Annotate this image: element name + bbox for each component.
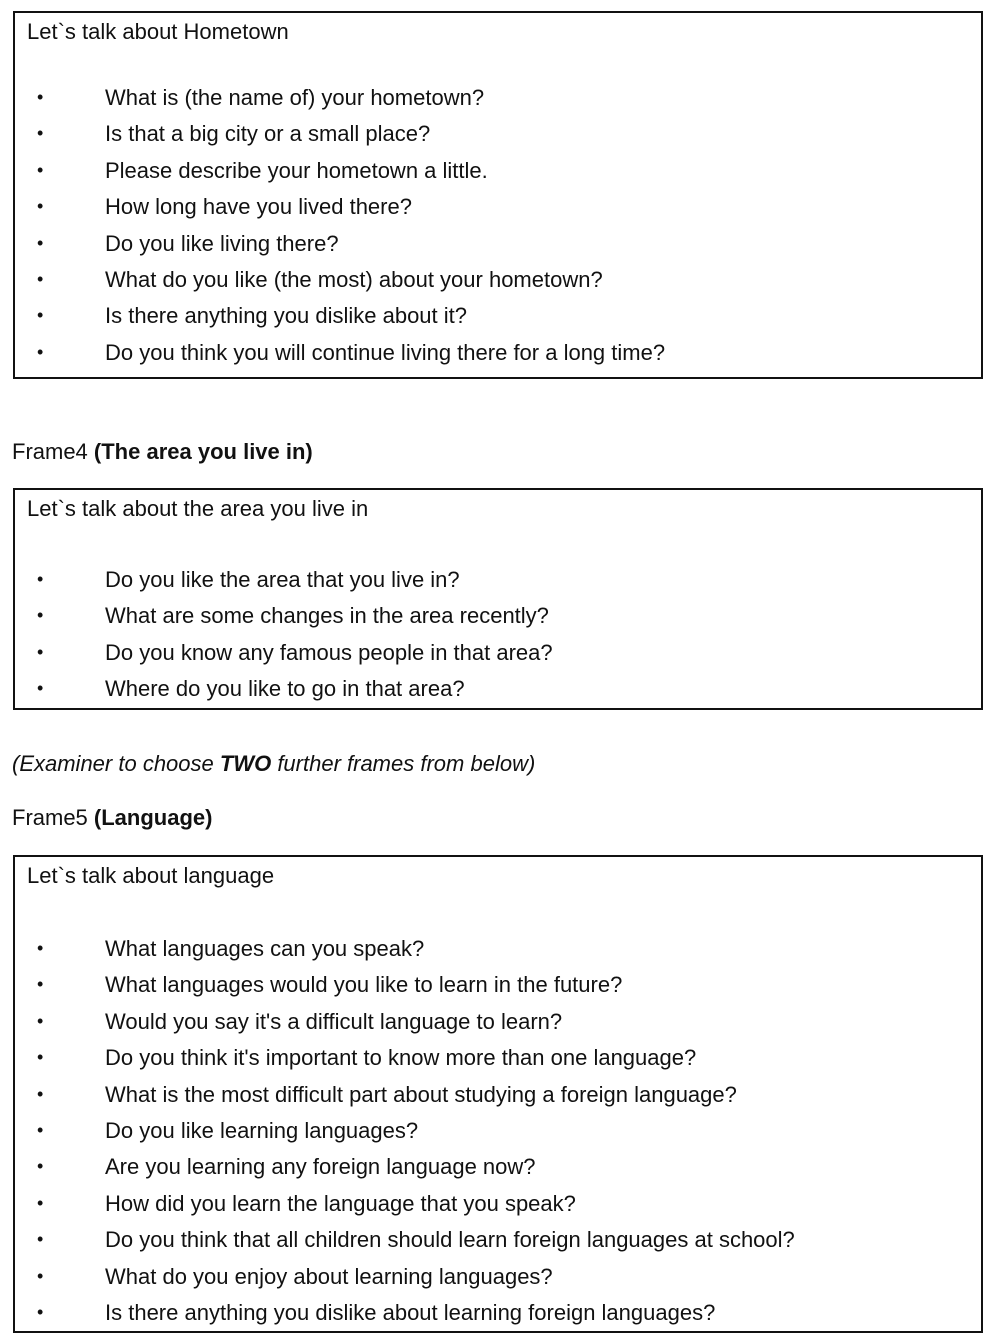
question-text: Do you think that all children should learn foreign languages at school?: [105, 1227, 795, 1253]
question-text: Do you like living there?: [105, 230, 339, 256]
question-text: Do you think you will continue living there for a long time?: [105, 339, 666, 365]
frame4-title: Let`s talk about the area you live in: [27, 496, 369, 521]
question-item: [15, 1004, 981, 1040]
question-text: Where do you like to go in that area?: [105, 676, 465, 702]
bullet-icon: •: [37, 232, 44, 253]
hometown-frame-box: [13, 11, 983, 379]
bullet-icon: •: [37, 1010, 44, 1031]
question-item: [15, 335, 981, 371]
question-item: [15, 1040, 981, 1076]
frame5-box: [13, 855, 983, 1333]
frame5-question-list: [15, 931, 981, 1331]
instruction-after: further frames from below): [271, 751, 536, 776]
question-item: [15, 80, 981, 116]
question-item: [15, 1113, 981, 1149]
question-item: [15, 562, 981, 598]
hometown-question-list: [15, 80, 981, 371]
bullet-icon: •: [37, 974, 44, 995]
bullet-icon: •: [37, 1156, 44, 1177]
frame4-topic: (The area you live in): [93, 439, 313, 464]
frame5-topic: (Language): [93, 805, 213, 830]
bullet-icon: •: [37, 159, 44, 180]
question-text: What languages can you speak?: [105, 936, 425, 961]
bullet-icon: •: [37, 1301, 44, 1322]
question-item: [15, 1077, 981, 1113]
instruction-emphasis: TWO: [219, 751, 272, 776]
question-text: Do you like the area that you live in?: [105, 567, 460, 592]
bullet-icon: •: [37, 305, 44, 326]
question-item: [15, 1222, 981, 1258]
question-item: [15, 931, 981, 967]
question-text: Do you like learning languages?: [105, 1117, 419, 1143]
bullet-icon: •: [37, 1047, 44, 1068]
hometown-frame-title: Let`s talk about Hometown: [27, 19, 289, 44]
frame4-question-list: [15, 562, 981, 708]
bullet-icon: •: [37, 678, 44, 699]
bullet-icon: •: [37, 196, 44, 217]
bullet-icon: •: [37, 938, 44, 958]
question-item: [15, 1259, 981, 1295]
frame4-heading: [12, 438, 313, 466]
question-item: [15, 116, 981, 152]
question-text: Do you know any famous people in that area?: [105, 639, 553, 665]
question-text: Is there anything you dislike about learning foreign languages?: [105, 1299, 716, 1325]
frame4-box: [13, 488, 983, 710]
bullet-icon: •: [37, 268, 44, 289]
question-text: What is (the name of) your hometown?: [105, 85, 485, 110]
question-text: Do you think it's important to know more than one language?: [105, 1045, 697, 1071]
frame4-label: Frame4: [12, 439, 88, 464]
bullet-icon: •: [37, 1265, 44, 1286]
question-item: [15, 1186, 981, 1222]
question-text: Is that a big city or a small place?: [105, 121, 431, 147]
bullet-icon: •: [37, 1192, 44, 1213]
question-text: Please describe your hometown a little.: [105, 157, 488, 183]
question-text: Are you learning any foreign language now?: [105, 1154, 536, 1180]
bullet-icon: •: [37, 87, 44, 107]
question-text: What is the most difficult part about studying a foreign language?: [105, 1081, 737, 1107]
question-text: Would you say it's a difficult language to learn?: [105, 1008, 563, 1034]
question-item: [15, 671, 981, 707]
frame5-heading: [12, 804, 212, 832]
bullet-icon: •: [37, 605, 44, 626]
bullet-icon: •: [37, 1119, 44, 1140]
question-text: How long have you lived there?: [105, 194, 412, 220]
question-text: What do you like (the most) about your hometown?: [105, 266, 603, 292]
question-item: [15, 189, 981, 225]
question-item: [15, 1295, 981, 1331]
question-item: [15, 298, 981, 334]
question-text: Is there anything you dislike about it?: [105, 303, 468, 329]
question-text: What are some changes in the area recently?: [105, 603, 549, 629]
question-item: [15, 153, 981, 189]
question-item: [15, 635, 981, 671]
bullet-icon: •: [37, 569, 44, 589]
question-item: [15, 967, 981, 1003]
examiner-instruction: [12, 750, 535, 778]
bullet-icon: •: [37, 341, 44, 362]
frame5-title: Let`s talk about language: [27, 863, 275, 888]
bullet-icon: •: [37, 641, 44, 662]
bullet-icon: •: [37, 123, 44, 144]
question-text: What languages would you like to learn in the future?: [105, 972, 623, 998]
question-item: [15, 598, 981, 634]
question-item: [15, 226, 981, 262]
question-item: [15, 262, 981, 298]
question-item: [15, 1149, 981, 1185]
bullet-icon: •: [37, 1083, 44, 1104]
frame5-label: Frame5: [12, 805, 88, 830]
question-text: How did you learn the language that you speak?: [105, 1190, 576, 1216]
bullet-icon: •: [37, 1229, 44, 1250]
instruction-before: (Examiner to choose: [12, 751, 220, 776]
question-text: What do you enjoy about learning languages?: [105, 1263, 553, 1289]
